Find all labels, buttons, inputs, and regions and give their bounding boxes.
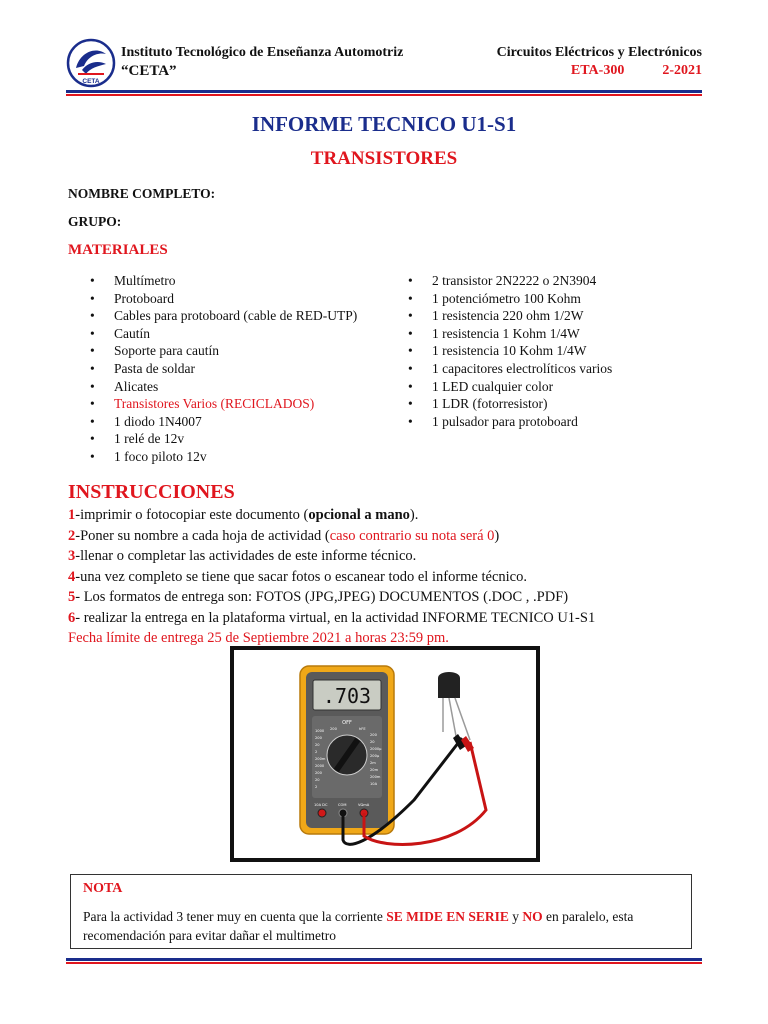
- institution-block: [121, 44, 403, 80]
- instruction-1: 1-imprimir o fotocopiar este documento (opcional a mano).: [68, 507, 419, 523]
- svg-text:200: 200: [315, 771, 322, 775]
- deadline-text: Fecha límite de entrega 25 de Septiembre 2021 a horas 23:59 pm.: [68, 630, 449, 646]
- jack-10a-label: 10A DC: [314, 803, 328, 807]
- svg-text:20: 20: [315, 743, 320, 747]
- materials-list-right: [408, 272, 612, 430]
- list-item: • Soporte para cautín: [90, 342, 357, 360]
- instructions-heading: INSTRUCCIONES: [68, 481, 235, 503]
- ceta-logo-icon: [66, 38, 116, 88]
- note-heading: NOTA: [83, 881, 123, 896]
- logo-text: CETA: [82, 78, 100, 85]
- list-item-highlight: • Transistores Varios (RECICLADOS): [90, 395, 357, 413]
- svg-text:2m: 2m: [370, 761, 376, 765]
- svg-text:2000: 2000: [315, 764, 325, 768]
- svg-text:20: 20: [315, 778, 320, 782]
- name-field-label: NOMBRE COMPLETO:: [68, 186, 216, 201]
- svg-text:2: 2: [315, 750, 318, 754]
- instruction-6: 6- realizar la entrega en la plataforma virtual, en la actividad INFORME TECNICO U1-S1: [68, 609, 596, 626]
- list-item: • Cautín: [90, 325, 357, 343]
- svg-text:hFE: hFE: [359, 727, 366, 731]
- institution-name: Instituto Tecnológico de Enseñanza Automotriz: [121, 45, 404, 60]
- list-item: • 1 resistencia 220 ohm 1/2W: [408, 307, 612, 325]
- course-block: [497, 44, 702, 80]
- materials-list-left: [90, 272, 357, 466]
- jack-com-label: COM: [338, 803, 347, 807]
- svg-text:200m: 200m: [370, 775, 381, 779]
- list-item: • 1 LED cualquier color: [408, 378, 612, 396]
- footer-rule: [66, 958, 702, 964]
- multimeter-image: [230, 646, 540, 862]
- svg-text:1000: 1000: [315, 729, 325, 733]
- multimeter-icon: [234, 650, 536, 858]
- institution-short: “CETA”: [121, 63, 177, 79]
- svg-text:2: 2: [315, 785, 318, 789]
- course-term: 2-2021: [662, 63, 702, 78]
- document-subtitle: TRANSISTORES: [310, 148, 458, 169]
- course-code: ETA-300: [570, 63, 625, 78]
- svg-text:20: 20: [370, 740, 375, 744]
- list-item: • Alicates: [90, 378, 357, 396]
- list-item: • 2 transistor 2N2222 o 2N3904: [408, 272, 612, 290]
- list-item: • 1 resistencia 10 Kohm 1/4W: [408, 342, 612, 360]
- instruction-3: 3-llenar o completar las actividades de este informe técnico.: [68, 548, 417, 564]
- list-item: • 1 diodo 1N4007: [90, 413, 357, 431]
- note-box: [70, 874, 692, 949]
- svg-text:200m: 200m: [315, 757, 326, 761]
- group-field-label: GRUPO:: [68, 214, 122, 229]
- svg-text:20m: 20m: [370, 768, 379, 772]
- list-item: • Pasta de soldar: [90, 360, 357, 378]
- dial-off-label: OFF: [342, 720, 352, 726]
- instructions-list: [68, 505, 595, 649]
- list-item: • 1 potenciómetro 100 Kohm: [408, 290, 612, 308]
- multimeter-display: .703: [322, 684, 372, 708]
- materials-heading: MATERIALES: [68, 242, 168, 258]
- svg-text:200: 200: [330, 727, 337, 731]
- list-item: • 1 foco piloto 12v: [90, 448, 357, 466]
- instruction-5: 5- Los formatos de entrega son: FOTOS (JPG,JPEG) DOCUMENTOS (.DOC , .PDF): [68, 589, 569, 605]
- list-item: • 1 relé de 12v: [90, 430, 357, 448]
- jack-vohm-label: VΩmA: [358, 803, 370, 807]
- svg-text:200μ: 200μ: [370, 754, 380, 758]
- instruction-4: 4-una vez completo se tiene que sacar fotos o escanear todo el informe técnico.: [68, 568, 527, 585]
- svg-text:2000μ: 2000μ: [370, 747, 382, 751]
- list-item: • 1 capacitores electrolíticos varios: [408, 360, 612, 378]
- list-item: • Multímetro: [90, 272, 357, 290]
- header-rule: [66, 90, 702, 96]
- svg-text:10A: 10A: [370, 782, 378, 786]
- list-item: • 1 resistencia 1 Kohm 1/4W: [408, 325, 612, 343]
- list-item: • Cables para protoboard (cable de RED-UTP): [90, 307, 357, 325]
- instruction-2: 2-Poner su nombre a cada hoja de actividad (caso contrario su nota será 0): [68, 527, 500, 544]
- note-body: Para la actividad 3 tener muy en cuenta que la corriente SE MIDE EN SERIE y NO en paralelo, esta recomendación para evitar dañar el multimetro: [83, 909, 634, 943]
- list-item: • 1 pulsador para protoboard: [408, 413, 612, 431]
- document-title: INFORME TECNICO U1-S1: [251, 112, 517, 136]
- list-item: • 1 LDR (fotorresistor): [408, 395, 612, 413]
- page-header: [0, 0, 768, 100]
- svg-text:200: 200: [315, 736, 322, 740]
- course-name: Circuitos Eléctricos y Electrónicos: [496, 45, 702, 60]
- svg-text:200: 200: [370, 733, 377, 737]
- list-item: • Protoboard: [90, 290, 357, 308]
